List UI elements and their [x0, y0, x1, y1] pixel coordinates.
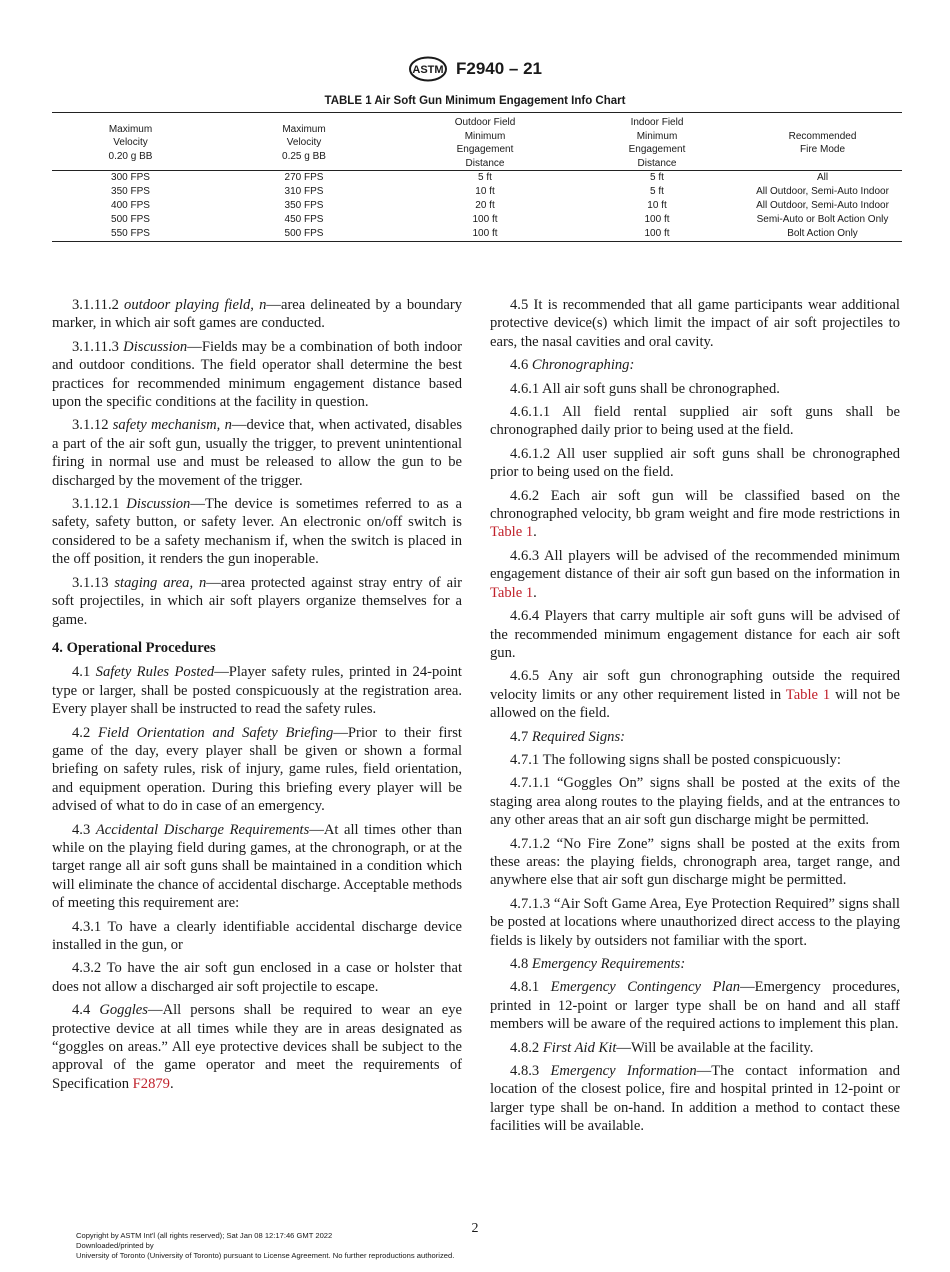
- paragraph: 3.1.12 safety mechanism, n—device that, when activated, disables a part of the air soft gun, usually the trigger, to prevent unintentional firing in normal use and must be released to allow the gun to be discharged by the movement of the trigger.: [52, 417, 462, 489]
- paragraph: 4.8 Emergency Requirements:: [510, 956, 686, 972]
- table-row: [52, 185, 902, 199]
- table-link[interactable]: Table 1: [785, 686, 831, 703]
- table-header-cell: Maximum Velocity 0.25 g BB: [282, 123, 326, 162]
- paragraph: 4.6 Chronographing:: [510, 357, 635, 374]
- paragraph: 4.6.1.1 All field rental supplied air soft guns shall be chronographed daily prior to being used at the field.: [490, 404, 900, 439]
- paragraph: 4.8.1 Emergency Contingency Plan—Emergency procedures, printed in 12-point or larger type shall be on hand and all staff members will be aware of the required actions to implement this plan.: [490, 979, 900, 1033]
- astm-logo-icon: [408, 56, 448, 82]
- right-column: [490, 296, 900, 1141]
- table-cell: All Outdoor, Semi-Auto Indoor: [756, 186, 889, 198]
- table-cell: 300 FPS: [111, 172, 150, 184]
- paragraph: 3.1.11.3 Discussion—Fields may be a combination of both indoor and outdoor conditions. The field operator shall determine the best practices for recommended minimum engagement distance based upon the specific conditions at the facility in question.: [52, 338, 462, 411]
- paragraph: 4.8.2 First Aid Kit—Will be available at the facility.: [510, 1039, 814, 1056]
- paragraph: 4.7.1.3 “Air Soft Game Area, Eye Protection Required” signs shall be posted at locations where unauthorized direct access to the playing fields is likely by outsiders not familiar with the sport.: [490, 895, 900, 949]
- paragraph: 4.6.1.2 All user supplied air soft guns shall be chronographed prior to being used on the field.: [490, 445, 900, 481]
- paragraph: 4.6.5 Any air soft gun chronographing outside the required velocity limits or any other requirement listed in Table 1 will not be allowed on the field.: [490, 668, 900, 722]
- paragraph: 4.1 Safety Rules Posted—Player safety rules, printed in 24-point type or larger, shall be posted conspicuously at the registration area. Every player shall be instructed to read the safety rules.: [52, 664, 462, 718]
- table-header-cell: Indoor Field Minimum Engagement Distance: [628, 117, 686, 169]
- table-link[interactable]: Table 1: [490, 584, 534, 601]
- left-column: [52, 296, 462, 1098]
- table-cell: 10 ft: [647, 200, 667, 212]
- table-row: [52, 171, 902, 186]
- table-cell: 400 FPS: [111, 200, 150, 212]
- table-cell: 100 ft: [472, 228, 498, 240]
- table-cell: 310 FPS: [284, 186, 324, 198]
- document-id: F2940 – 21: [455, 59, 542, 78]
- paragraph: 4.8.3 Emergency Information—The contact information and location of the closest police, fire and hospital printed in 12-point or larger type shall be on-hand. In addition a method to contact these facilities will be available.: [490, 1063, 900, 1135]
- table-cell: 270 FPS: [284, 172, 324, 184]
- paragraph: 4.6.1 All air soft guns shall be chronographed.: [510, 380, 780, 397]
- table-cell: 5 ft: [650, 186, 664, 198]
- paragraph: 4.5 It is recommended that all game participants wear additional protective device(s) which limit the impact of air soft projectiles to ears, the nasal cavities and oral cavity.: [490, 297, 900, 350]
- paragraph: 4.6.2 Each air soft gun will be classified based on the chronographed velocity, bb gram weight and fire mode restrictions in Table 1.: [490, 487, 900, 541]
- paragraph: 4.3 Accidental Discharge Requirements—At all times other than while on the playing field during games, at the chronograph, or at the target range all air soft guns shall be maintained in a condition which will eliminate the chance of accidental discharge. Acceptable methods of meeting this requirement are:: [52, 821, 462, 912]
- table-cell: 20 ft: [475, 200, 495, 212]
- paragraph: 4.2 Field Orientation and Safety Briefing—Prior to their first game of the day, every player shall be given or shown a formal briefing on safety rules, risk of injury, game rules, field orientation, and equipment operation. During this briefing every player will be advised of what to do in case of an emergency.: [52, 724, 462, 815]
- table-cell: 450 FPS: [284, 214, 324, 226]
- table-cell: 500 FPS: [111, 214, 150, 226]
- paragraph: 4.3.1 To have a clearly identifiable accidental discharge device installed in the gun, or: [52, 918, 462, 953]
- section-heading: 4. Operational Procedures: [52, 639, 216, 656]
- engagement-table: [52, 112, 902, 242]
- paragraph: 3.1.13 staging area, n—area protected against stray entry of air soft projectiles, in which air soft players organize themselves for a game.: [52, 574, 462, 628]
- svg-text:ASTM: ASTM: [412, 64, 444, 76]
- document-header: [0, 56, 950, 82]
- paragraph: 4.3.2 To have the air soft gun enclosed in a case or holster that does not allow a discharged air soft projectile to escape.: [52, 960, 462, 995]
- table-cell: All: [816, 172, 829, 184]
- table-row: [52, 213, 902, 227]
- paragraph: 4.7.1.2 “No Fire Zone” signs shall be posted at the exits from these areas: the playing fields, chronograph area, target range, and anywhere else that air soft gun discharge might be permitted.: [490, 835, 900, 889]
- table-header-cell: Outdoor Field Minimum Engagement Distance: [454, 117, 516, 169]
- table-cell: 5 ft: [650, 172, 664, 184]
- table-cell: All Outdoor, Semi-Auto Indoor: [756, 200, 889, 212]
- table-title: TABLE 1 Air Soft Gun Minimum Engagement Info Chart: [324, 95, 626, 107]
- page-number: 2: [471, 1221, 479, 1236]
- table-cell: Semi-Auto or Bolt Action Only: [756, 214, 889, 226]
- table-cell: 100 ft: [644, 214, 670, 226]
- spec-link[interactable]: F2879: [132, 1075, 170, 1092]
- paragraph: 4.7.1.1 “Goggles On” signs shall be posted at the exits of the staging area along routes to the playing fields, and at the entrances to any other areas that an air soft gun discharge might be permitted.: [490, 775, 900, 829]
- table-link[interactable]: Table 1: [490, 524, 534, 541]
- paragraph: 4.6.3 All players will be advised of the recommended minimum engagement distance of their air soft gun based on the information in Table 1.: [490, 547, 900, 601]
- table-cell: 100 ft: [644, 228, 670, 240]
- paragraph: 4.7 Required Signs:: [510, 728, 625, 745]
- table-header-cell: Recommended Fire Mode: [788, 130, 857, 155]
- paragraph: 4.6.4 Players that carry multiple air soft guns will be advised of the recommended minimum engagement distance for each air soft gun.: [490, 608, 900, 661]
- paragraph: 3.1.12.1 Discussion—The device is sometimes referred to as a safety, safety button, or safety lever. An electronic on/off switch is considered to be a safety mechanism if, when the switch is placed in the off position, it renders the gun inoperable.: [52, 496, 462, 568]
- table-cell: 350 FPS: [284, 200, 324, 212]
- paragraph: 4.7.1 The following signs shall be posted conspicuously:: [510, 751, 841, 768]
- paragraph: 4.4 Goggles—All persons shall be required to wear an eye protective device at all times while they are in areas designated as “goggles on areas.” All eye protective devices shall be subject to the approval of the game operator and meet the requirements of Specification F2879.: [52, 1002, 462, 1092]
- paragraph: 3.1.11.2 outdoor playing field, n—area delineated by a boundary marker, in which air soft games are conducted.: [52, 297, 463, 332]
- table-cell: 10 ft: [475, 186, 495, 198]
- table-header-cell: Maximum Velocity 0.20 g BB: [108, 123, 153, 162]
- copyright-footer: Copyright by ASTM Int'l (all rights reserved); Sat Jan 08 12:17:46 GMT 2022 Downloaded/printed by University of Toronto (University of Toronto) pursuant to License Agreement. No further reproductions authorized.: [76, 1231, 455, 1260]
- table-row: [52, 199, 902, 213]
- table-row: [52, 227, 902, 242]
- table-cell: 5 ft: [478, 172, 492, 184]
- table-cell: Bolt Action Only: [787, 228, 858, 240]
- table-cell: 550 FPS: [111, 228, 150, 240]
- table-cell: 100 ft: [472, 214, 498, 226]
- table-cell: 500 FPS: [284, 228, 324, 240]
- table-cell: 350 FPS: [111, 186, 150, 198]
